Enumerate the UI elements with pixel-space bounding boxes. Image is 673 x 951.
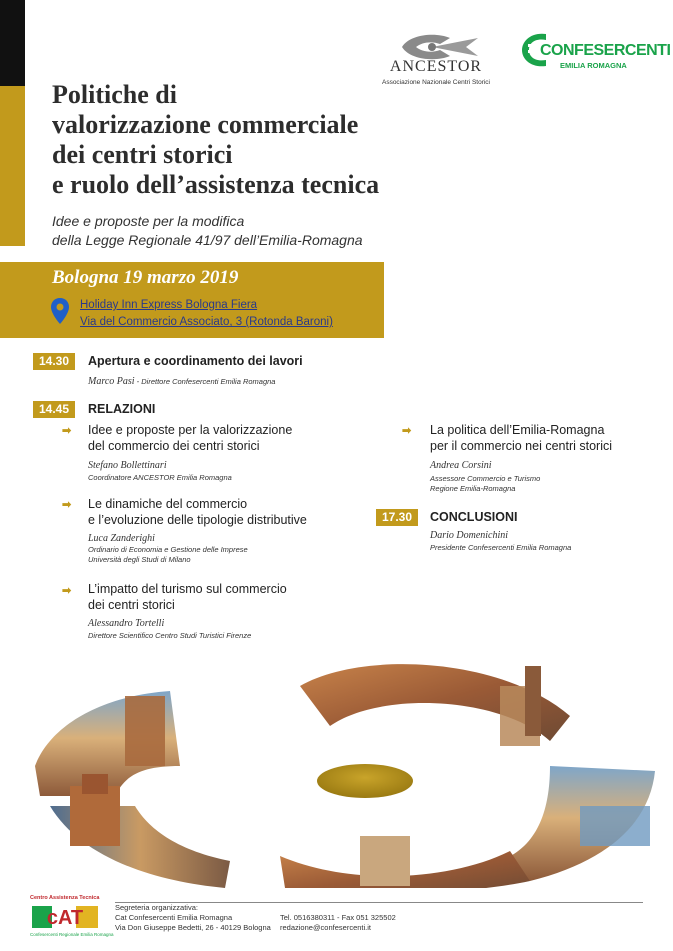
historic-centres-photo-collage [30, 656, 660, 888]
confesercenti-region: EMILIA ROMAGNA [560, 61, 627, 70]
talk-line: Le dinamiche del commercio [88, 497, 248, 511]
role-line: Assessore Commercio e Turismo [430, 474, 541, 483]
talk-line: Idee e proposte per la valorizzazione [88, 423, 293, 437]
speaker-name: Alessandro Tortelli [88, 618, 165, 629]
title-line: valorizzazione commerciale [52, 110, 359, 139]
subtitle-line: della Legge Regionale 41/97 dell’Emilia-Romagna [52, 232, 363, 248]
arrow-icon: ➡ [62, 425, 72, 437]
time-badge: 17.30 [376, 509, 418, 526]
speaker-role [88, 545, 248, 565]
cat-logo [30, 895, 114, 943]
venue-name[interactable]: Holiday Inn Express Bologna Fiera [80, 299, 258, 311]
arrow-icon: ➡ [62, 585, 72, 597]
opening-speaker [88, 376, 275, 387]
talk-line: per il commercio nei centri storici [430, 439, 612, 453]
organizer-label: Segreteria organizzativa: [115, 903, 198, 912]
title-line: e ruolo dell’assistenza tecnica [52, 170, 380, 199]
cat-logo-top: Centro Assistenza Tecnica [30, 895, 100, 901]
speaker-role [430, 474, 540, 494]
cat-emblem-icon [32, 904, 98, 930]
speaker-name: Andrea Corsini [430, 460, 492, 471]
opening-title: Apertura e coordinamento dei lavori [88, 354, 303, 368]
collage-castle-photo [70, 786, 120, 846]
venue-address[interactable] [80, 297, 333, 331]
talk-title [430, 422, 612, 454]
side-bar-gold [0, 86, 25, 246]
subtitle-line: Idee e proposte per la modifica [52, 213, 245, 229]
event-date: Bologna 19 marzo 2019 [52, 267, 239, 288]
speaker-name: Luca Zanderighi [88, 533, 155, 544]
cat-emblem-text: cAT [46, 907, 84, 929]
collage-portico-photo [125, 696, 165, 766]
role-line: Coordinatore ANCESTOR Emilia Romagna [88, 473, 232, 482]
role-line: Presidente Confesercenti Emilia Romagna [430, 543, 572, 552]
contact-email[interactable]: redazione@confesercenti.it [280, 923, 371, 932]
talk-title [88, 496, 307, 528]
collage-castle-photo [82, 774, 108, 794]
role-line: Ordinario di Economia e Gestione delle Imprese [88, 545, 248, 554]
role-line: Direttore Scientifico Centro Studi Turistici Firenze [88, 631, 252, 640]
speaker-role: - Direttore Confesercenti Emilia Romagna [134, 377, 276, 386]
role-line: Regione Emilia-Romagna [430, 484, 516, 493]
organizer-address: Via Don Giuseppe Bedetti, 26 - 40129 Bologna [115, 923, 271, 932]
talk-title [88, 581, 287, 613]
side-bar-black [0, 0, 25, 86]
contact-phone-fax: Tel. 0516380311 - Fax 051 325502 [280, 913, 396, 922]
page-title [52, 80, 472, 200]
speaker-role [88, 473, 232, 483]
speaker-role [430, 543, 571, 553]
collage-canal-photo [580, 806, 650, 846]
talk-title [88, 422, 292, 454]
talk-line: dei centri storici [88, 598, 175, 612]
title-line: Politiche di [52, 80, 177, 109]
speaker-name: Dario Domenichini [430, 530, 509, 541]
relazioni-title: RELAZIONI [88, 402, 156, 416]
confesercenti-logo [520, 30, 671, 80]
conclusioni-title: CONCLUSIONI [430, 510, 518, 524]
footer-organizer [115, 903, 271, 933]
time-badge: 14.30 [33, 353, 75, 370]
speaker-name: Marco Pasi [88, 376, 135, 387]
role-line: Università degli Studi di Milano [88, 555, 191, 564]
speaker-role [88, 631, 251, 641]
collage-gold-center [317, 764, 413, 798]
footer-contacts [280, 913, 396, 933]
time-badge: 14.45 [33, 401, 75, 418]
title-line: dei centri storici [52, 140, 233, 169]
subtitle [52, 212, 472, 250]
talk-line: La politica dell’Emilia-Romagna [430, 423, 605, 437]
talk-line: del commercio dei centri storici [88, 439, 260, 453]
collage-cathedral-photo [360, 836, 410, 886]
ancestor-subtitle: Associazione Nazionale Centri Storici [381, 79, 491, 86]
arrow-icon: ➡ [402, 425, 412, 437]
venue-street[interactable]: Via del Commercio Associato, 3 (Rotonda Baroni) [80, 316, 333, 328]
talk-line: e l’evoluzione delle tipologie distributive [88, 513, 307, 527]
confesercenti-name: CONFESERCENTI [540, 42, 671, 59]
location-pin-icon [50, 297, 70, 325]
talk-line: L’impatto del turismo sul commercio [88, 582, 287, 596]
organizer-name: Cat Confesercenti Emilia Romagna [115, 913, 233, 922]
speaker-name: Stefano Bollettinari [88, 460, 167, 471]
ancestor-name: ANCESTOR [389, 58, 483, 75]
cat-logo-bottom: Confesercenti Regionale Emilia Romagna [30, 932, 114, 937]
arrow-icon: ➡ [62, 499, 72, 511]
collage-tower-photo [525, 666, 541, 736]
